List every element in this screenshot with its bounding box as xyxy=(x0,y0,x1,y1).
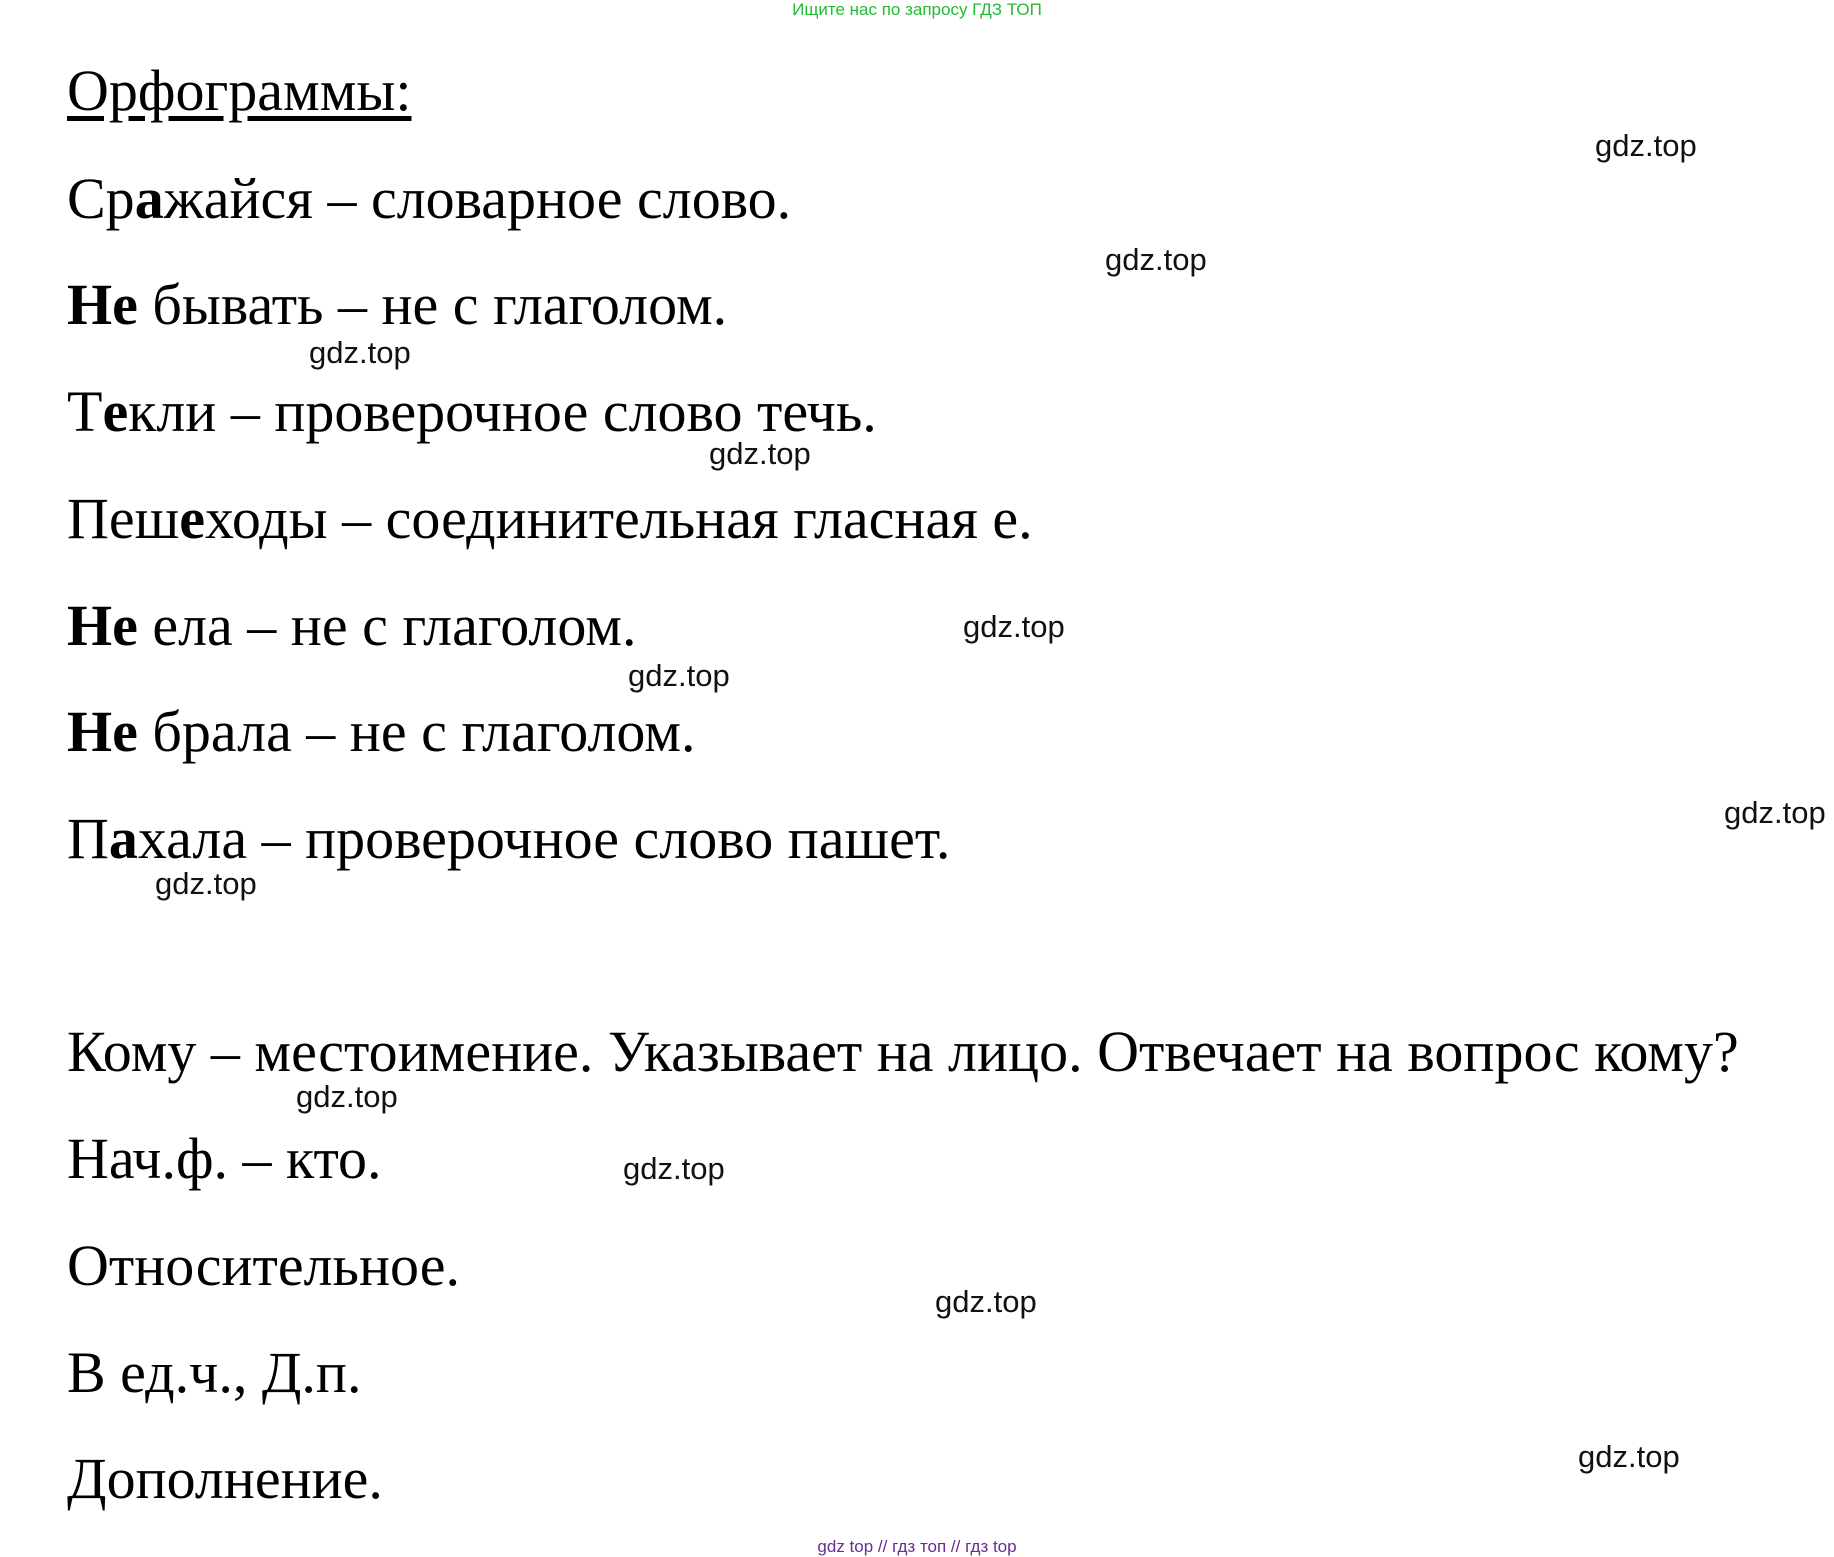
watermark: gdz.top xyxy=(155,866,257,901)
watermark: gdz.top xyxy=(309,335,411,370)
spelling-line-5: Не ела – не с глаголом. xyxy=(67,593,637,658)
analysis-line-1: Кому – местоимение. Указывает на лицо. Отвечает на вопрос кому? xyxy=(67,1019,1739,1084)
watermark: gdz.top xyxy=(1578,1439,1680,1474)
watermark: gdz.top xyxy=(296,1079,398,1114)
watermark: gdz.top xyxy=(628,658,730,693)
spelling-line-2: Не бывать – не с глаголом. xyxy=(67,272,728,337)
spelling-line-4: Пешеходы – соединительная гласная е. xyxy=(67,486,1033,551)
spelling-line-1: Сражайся – словарное слово. xyxy=(67,166,792,231)
heading: Орфограммы: xyxy=(67,58,412,123)
analysis-line-5: Дополнение. xyxy=(67,1446,383,1511)
watermark: gdz.top xyxy=(1724,795,1826,830)
watermark: gdz.top xyxy=(623,1151,725,1186)
analysis-line-2: Нач.ф. – кто. xyxy=(67,1126,382,1191)
spelling-line-3: Текли – проверочное слово течь. xyxy=(67,379,877,444)
spelling-line-7: Пахала – проверочное слово пашет. xyxy=(67,806,951,871)
watermark: gdz.top xyxy=(963,609,1065,644)
watermark: gdz.top xyxy=(1105,242,1207,277)
analysis-line-4: В ед.ч., Д.п. xyxy=(67,1340,362,1405)
watermark: gdz.top xyxy=(1595,128,1697,163)
watermark: gdz.top xyxy=(709,436,811,471)
footer-watermark: gdz top // гдз топ // гдз top xyxy=(817,1537,1017,1556)
analysis-line-3: Относительное. xyxy=(67,1233,460,1298)
watermark: gdz.top xyxy=(935,1284,1037,1319)
spelling-line-6: Не брала – не с глаголом. xyxy=(67,699,696,764)
top-banner: Ищите нас по запросу ГДЗ ТОП xyxy=(792,0,1042,19)
